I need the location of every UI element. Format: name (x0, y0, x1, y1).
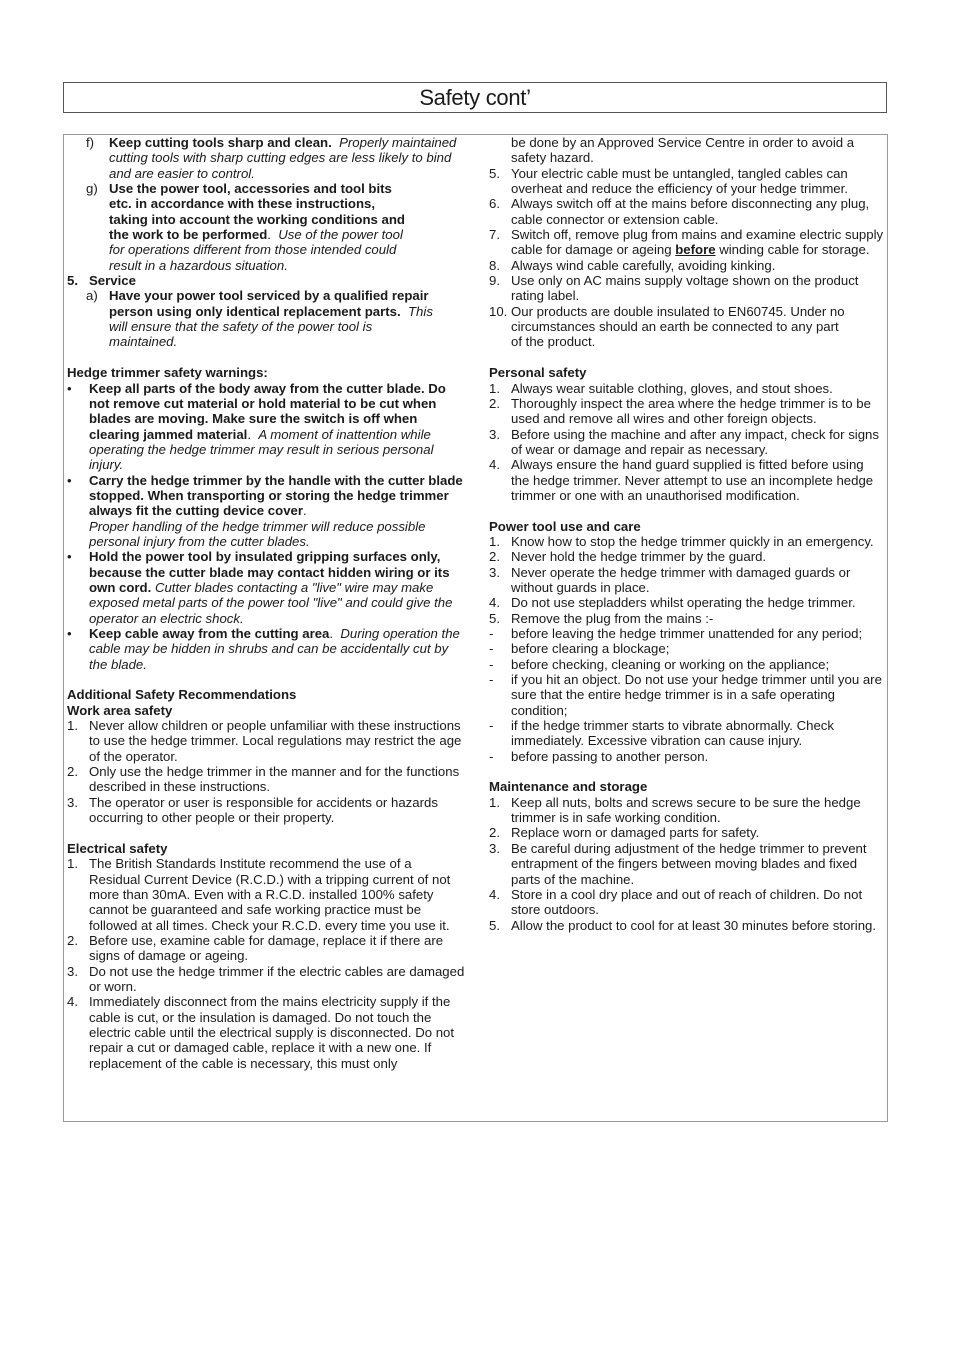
list-item: 8. Always wind cable carefully, avoiding kinking. (489, 257, 776, 273)
list-item: 3. Never operate the hedge trimmer with damaged guards or without guards in place. (489, 564, 851, 595)
list-item (67, 288, 465, 349)
rule-italic: Cutter blades contacting a "live" wire may make exposed metal parts of the power tool "live" and could give the operator an electric shock. (89, 579, 453, 626)
rule-bold: Keep all parts of the body away from the cutter blade. Do not remove cut material or hold material to be cut when blades are moving. Make sure the switch is off when clearing jammed material (89, 380, 446, 442)
maintenance-heading: Maintenance and storage (489, 779, 648, 795)
list-item: 4. Store in a cool dry place and out of reach of children. Do not store outdoors. (489, 886, 863, 918)
list-item: 2. Thoroughly inspect the area where the hedge trimmer is to be used and remove all wires and other foreign objects. (489, 395, 871, 427)
hedge-heading: Hedge trimmer safety warnings: (67, 365, 268, 381)
dash-item: - if the hedge trimmer starts to vibrate abnormally. Check immediately. Excessive vibration can cause injury. (489, 718, 834, 749)
list-item: 4. Do not use stepladders whilst operating the hedge trimmer. (489, 595, 856, 611)
list-item: 6. Always switch off at the mains before disconnecting any plug, cable connector or extension cable. (489, 196, 870, 227)
list-item: 1. Know how to stop the hedge trimmer quickly in an emergency. (489, 533, 874, 549)
right-column (489, 135, 885, 933)
list-item: 7. Switch off, remove plug from mains and examine electric supply cable for damage or ageing before winding cable for storage. (489, 227, 884, 258)
item-marker: f) (86, 135, 95, 150)
list-item: 3. Do not use the hedge trimmer if the electric cables are damaged or worn. (67, 963, 465, 994)
additional-heading: Additional Safety Recommendations (67, 687, 297, 703)
rule-bold: Have your power tool serviced by a qualified repair person using only identical replacement parts. (109, 288, 429, 319)
dash-item: - if you hit an object. Do not use your hedge trimmer until you are sure that the entire hedge trimmer is in a safe operating condition; (489, 672, 882, 718)
rule-bold: Carry the hedge trimmer by the handle with the cutter blade stopped. When transporting or storing the hedge trimmer always fit the cutting device cover (89, 472, 463, 519)
list-item: • Keep all parts of the body away from the cutter blade. Do not remove cut material or hold material to be cut when blades are moving. Make sure the switch is off when clearing jammed material. A moment of inattention while operating the hedge trimmer may result in serious personal injury. (67, 380, 446, 473)
rule-italic: During operation the cable may be hidden in shrubs and can be accidentally cut by the blade. (89, 626, 460, 672)
dash-item: - before clearing a blockage; (489, 641, 670, 657)
list-item: 2. Only use the hedge trimmer in the manner and for the functions described in these instructions. (67, 764, 460, 795)
list-item: 4. Always ensure the hand guard supplied is fitted before using the hedge trimmer. Never attempt to use an incomplete hedge trimmer or one with an unauthorised modification. (489, 457, 874, 503)
electrical-heading: Electrical safety (67, 840, 168, 856)
list-item: 1. The British Standards Institute recommend the use of a Residual Current Device (R.C.D.) with a tripping current of not more than 30mA. Even with a R.C.D. installed 100% safety cannot be guaranteed and safe working practice must be followed at all times. Check your R.C.D. every time you use it. (67, 856, 451, 933)
personal-safety-heading: Personal safety (489, 365, 587, 381)
list-item: 5. Your electric cable must be untangled, tangled cables can overheat and reduce the efficiency of your hedge trimmer. (489, 165, 848, 197)
list-item: g) Use the power tool, accessories and tool bits etc. in accordance with these instructions, taking into account the working conditions and the work to be performed. Use of the power tool for operations different from those intended could result in a hazardous situation. (67, 181, 465, 273)
underlined-before: before (675, 242, 716, 258)
page-title: Safety cont’ (419, 85, 531, 110)
rule-italic: Proper handling of the hedge trimmer will reduce possible personal injury from the cutter blades. (89, 518, 426, 549)
section-heading (67, 273, 465, 288)
list-item (67, 135, 465, 181)
list-item: 3. The operator or user is responsible for accidents or hazards occurring to other people or their property. (67, 794, 438, 826)
list-item: 1. Keep all nuts, bolts and screws secure to be sure the hedge trimmer is in safe working condition. (489, 794, 861, 826)
list-item: 5. Allow the product to cool for at least 30 minutes before storing. (489, 917, 877, 933)
list-item: 2. Before use, examine cable for damage, replace it if there are signs of damage or ageing. (67, 932, 444, 964)
list-item-continued: be done by an Approved Service Centre in order to avoid a safety hazard. (511, 135, 855, 166)
list-item: 2. Never hold the hedge trimmer by the guard. (489, 549, 767, 565)
list-item: 3. Before using the machine and after any impact, check for signs of wear or damage and repair as necessary. (489, 426, 879, 457)
item-marker: 5. (67, 273, 78, 289)
list-item: 9. Use only on AC mains supply voltage shown on the product rating label. (489, 273, 859, 304)
list-item: 1. Never allow children or people unfamiliar with these instructions to use the hedge trimmer. Local regulations may restrict the age of the operator. (67, 718, 462, 764)
rule-italic: A moment of inattention while operating the hedge trimmer may result in serious personal injury. (89, 426, 434, 473)
title-box (63, 82, 887, 113)
rule-bold: Keep cutting tools sharp and clean. (109, 135, 332, 150)
list-item: 2. Replace worn or damaged parts for safety. (489, 825, 760, 841)
item-marker: a) (86, 288, 98, 304)
list-item: • Carry the hedge trimmer by the handle with the cutter blade stopped. When transporting or storing the hedge trimmer always fit the cutting device cover. Proper handling of the hedge trimmer will reduce possible personal injury from the cutter blades. (67, 472, 463, 549)
rule-italic: Use of the power tool for operations different from those intended could result in a hazardous situation. (109, 227, 403, 273)
work-area-heading: Work area safety (67, 702, 173, 718)
dash-item: - before checking, cleaning or working on the appliance; (489, 656, 830, 672)
dash-item: - before passing to another person. (489, 748, 709, 764)
list-item: 3. Be careful during adjustment of the hedge trimmer to prevent entrapment of the fingers between moving blades and fixed parts of the machine. (489, 840, 867, 887)
left-column (67, 135, 465, 1071)
service-heading: Service (89, 273, 136, 289)
rule-bold: Hold the power tool by insulated gripping surfaces only, because the cutter blade may contact hidden wiring or its own cord. (89, 549, 450, 595)
rule-bold: Use the power tool, accessories and tool bits etc. in accordance with these instructions, taking into account the working conditions and the work to be performed (109, 181, 405, 243)
power-tool-heading: Power tool use and care (489, 518, 641, 534)
rule-italic: This will ensure that the safety of the power tool is maintained. (109, 303, 433, 350)
item-marker: g) (86, 181, 98, 197)
list-item: 5. Remove the plug from the mains :- (489, 610, 714, 626)
list-item: 1. Always wear suitable clothing, gloves, and stout shoes. (489, 380, 833, 396)
list-item: 4. Immediately disconnect from the mains electricity supply if the cable is cut, or the insulation is damaged. Do not touch the electric cable until the electrical supply is disconnected. Do not repair a cut or damaged cable, replace it with a new one. If replacement of the cable is necessary, this must only (67, 994, 455, 1071)
list-item: 10. Our products are double insulated to EN60745. Under no circumstances should an earth be connected to any part of the product. (489, 303, 845, 350)
rule-bold: Keep cable away from the cutting area (89, 626, 330, 641)
rule-italic: Properly maintained cutting tools with sharp cutting edges are less likely to bind and are easier to control. (109, 135, 457, 181)
dash-item: - before leaving the hedge trimmer unattended for any period; (489, 626, 863, 641)
list-item: • Keep cable away from the cutting area. During operation the cable may be hidden in shrubs and can be accidentally cut by the blade. (67, 626, 460, 672)
list-item: • Hold the power tool by insulated gripping surfaces only, because the cutter blade may contact hidden wiring or its own cord. Cutter blades contacting a "live" wire may make exposed metal parts of the power tool "live" and could give the operator an electric shock. (67, 549, 453, 626)
